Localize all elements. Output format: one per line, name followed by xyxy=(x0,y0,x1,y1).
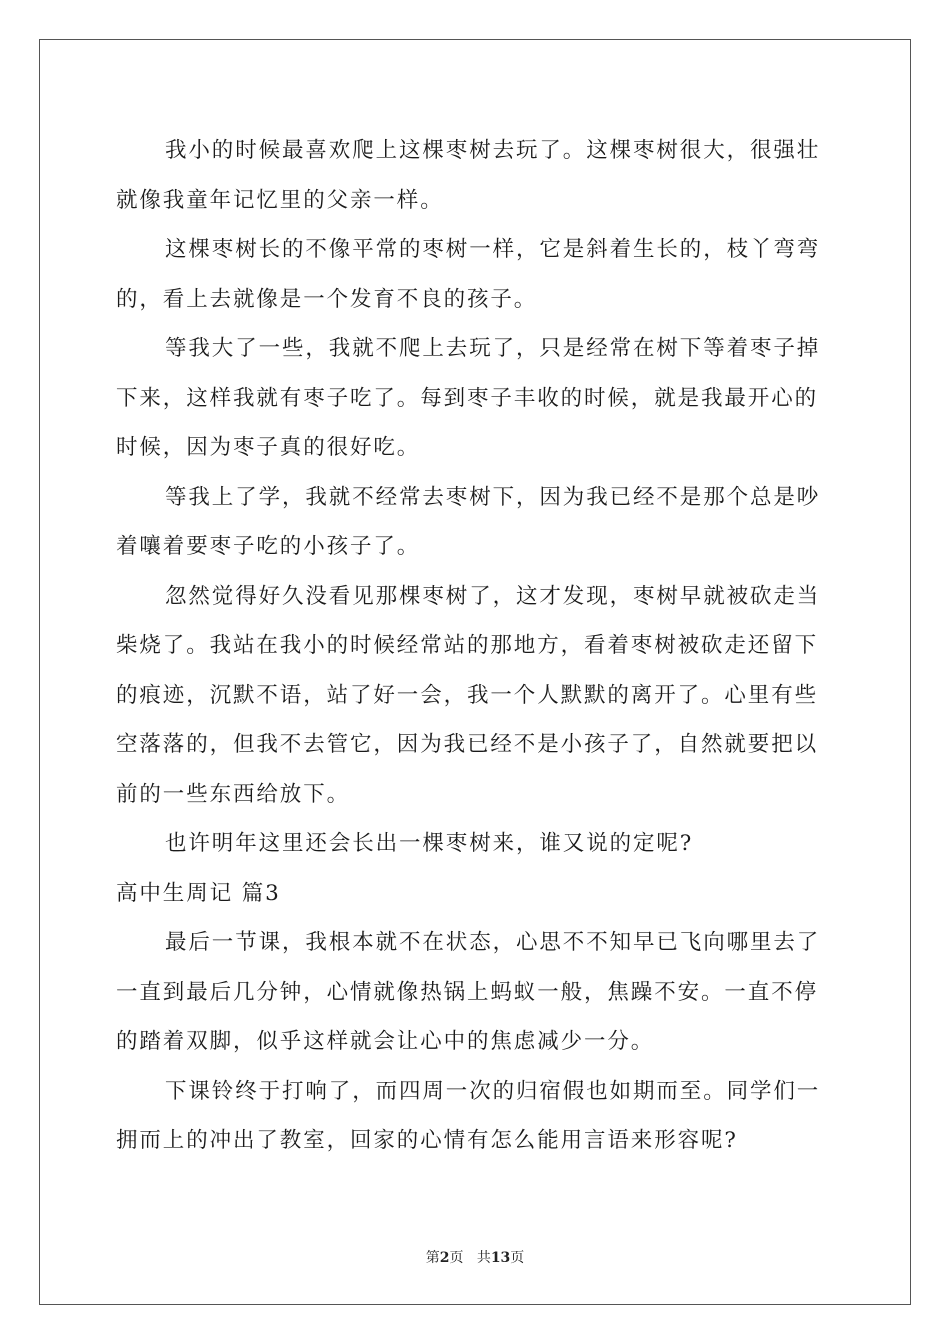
text-line: 柴烧了。我站在我小的时候经常站的那地方，看着枣树被砍走还留下 xyxy=(116,633,819,658)
text-line: 就像我童年记忆里的父亲一样。 xyxy=(116,187,444,213)
text-line: 一直到最后几分钟，心情就像热锅上蚂蚁一般，焦躁不安。一直不停 xyxy=(116,979,819,1005)
text-line: 前的一些东西给放下。 xyxy=(116,781,351,807)
text-line: 这棵枣树长的不像平常的枣树一样，它是斜着生长的，枝丫弯弯 xyxy=(165,237,821,262)
text-line: 的痕迹，沉默不语，站了好一会，我一个人默默的离开了。心里有些 xyxy=(116,682,819,708)
total-suffix: 页 xyxy=(510,1250,525,1266)
text-line: 空落落的，但我不去管它，因为我已经不是小孩子了，自然就要把以 xyxy=(116,732,819,757)
section-heading: 高中生周记 篇3 xyxy=(116,880,281,906)
text-line: 忽然觉得好久没看见那棵枣树了，这才发现，枣树早就被砍走当 xyxy=(165,583,821,609)
document-body xyxy=(116,126,836,1166)
text-line: 等我上了学，我就不经常去枣树下，因为我已经不是那个总是吵 xyxy=(165,484,821,510)
text-line: 等我大了一些，我就不爬上去玩了，只是经常在树下等着枣子掉 xyxy=(165,336,821,361)
text-line: 也许明年这里还会长出一棵枣树来，谁又说的定呢? xyxy=(165,831,694,856)
text-line: 的踏着双脚，似乎这样就会让心中的焦虑减少一分。 xyxy=(116,1029,655,1054)
text-line: 拥而上的冲出了教室，回家的心情有怎么能用言语来形容呢? xyxy=(116,1128,738,1153)
page-footer xyxy=(0,1247,950,1267)
total-pages: 13 xyxy=(490,1250,511,1266)
total-prefix: 共 xyxy=(476,1250,491,1266)
page-prefix: 第 xyxy=(425,1250,440,1266)
text-line: 着嚷着要枣子吃的小孩子了。 xyxy=(116,534,421,559)
text-line: 最后一节课，我根本就不在状态，心思不不知早已飞向哪里去了 xyxy=(165,930,821,955)
text-line: 下来，这样我就有枣子吃了。每到枣子丰收的时候，就是我最开心的 xyxy=(116,385,819,411)
page-suffix: 页 xyxy=(449,1250,464,1266)
text-line: 下课铃终于打响了，而四周一次的归宿假也如期而至。同学们一 xyxy=(165,1078,821,1104)
text-line: 时候，因为枣子真的很好吃。 xyxy=(116,435,421,460)
text-line: 的，看上去就像是一个发育不良的孩子。 xyxy=(116,286,538,312)
text-line: 我小的时候最喜欢爬上这棵枣树去玩了。这棵枣树很大，很强壮 xyxy=(165,138,821,163)
page-number: 2 xyxy=(439,1250,450,1266)
